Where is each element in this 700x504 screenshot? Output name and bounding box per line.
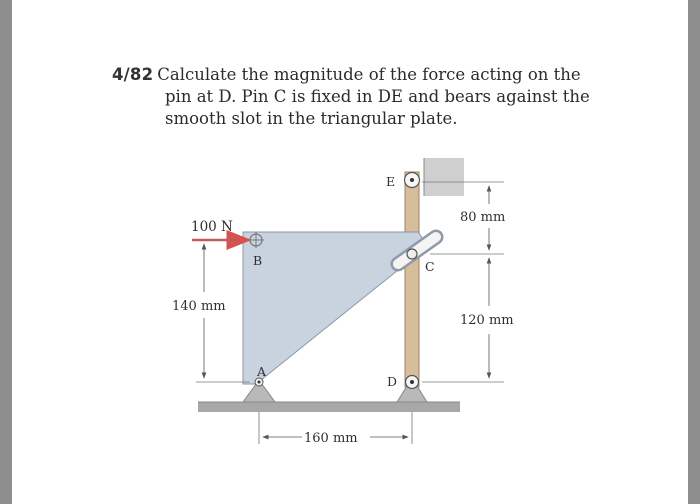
problem-number: 4/82 [112,65,154,84]
problem-line-3: smooth slot in the triangular plate. [165,109,458,128]
label-c: C [425,259,435,274]
problem-line-2: pin at D. Pin C is fixed in DE and bears against the [165,87,590,106]
label-d: D [387,374,398,389]
pin-e-center [410,178,414,182]
bar-de [405,172,419,387]
pin-d-center [410,380,414,384]
wall-bracket [424,158,464,196]
dim-left-label: 140 mm [172,299,226,314]
label-b: B [253,253,263,268]
pin-c [407,249,417,259]
page [12,0,688,504]
dim-bottom-right-label: 120 mm [460,313,514,328]
mechanism-figure [12,0,688,504]
force-label: 100 N [191,219,233,235]
label-e: E [386,174,396,189]
ground [198,402,460,412]
dim-bottom-label: 160 mm [304,431,358,446]
dim-top-right-label: 80 mm [460,210,506,225]
label-a: A [257,364,267,379]
problem-text-1: Calculate the magnitude of the force acting on the [157,65,581,84]
pin-a-center [258,381,261,384]
